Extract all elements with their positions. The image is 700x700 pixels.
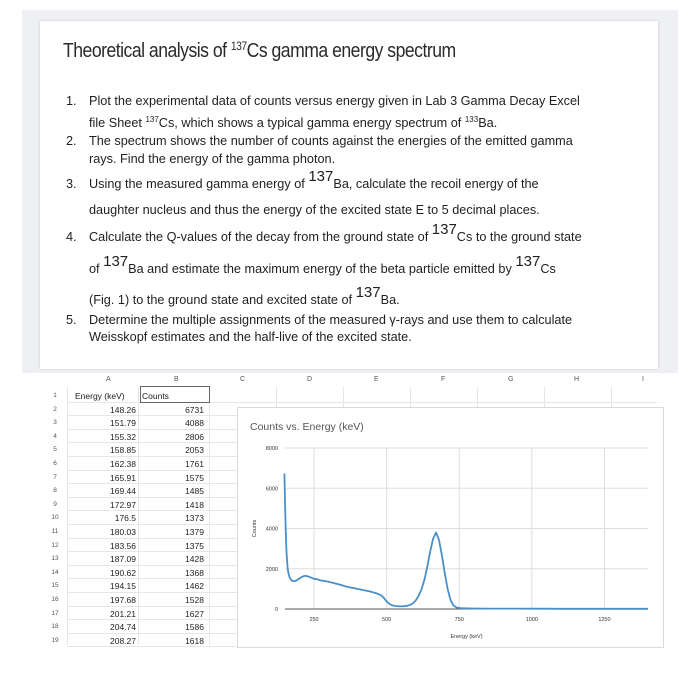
task-text: Ba, calculate the recoil energy of the xyxy=(333,177,539,191)
task-text: Cs, which shows a typical gamma energy spectrum of xyxy=(158,115,465,130)
task-text: of xyxy=(89,261,104,276)
task-text: rays. Find the energy of the gamma photon. xyxy=(89,151,336,166)
row-number[interactable]: 11 xyxy=(51,528,59,535)
superscript: 137 xyxy=(515,252,541,270)
task-item-3 xyxy=(58,168,653,219)
row-number[interactable]: 8 xyxy=(53,487,57,495)
x-tick-label: 1000 xyxy=(525,617,538,623)
row-number[interactable]: 5 xyxy=(53,446,57,454)
task-number: 2. xyxy=(66,134,77,148)
cell-energy[interactable]: 183.56 xyxy=(110,540,136,551)
task-number: 3. xyxy=(66,177,77,191)
cell-counts[interactable]: 4088 xyxy=(185,418,204,429)
cell-energy[interactable]: 208.27 xyxy=(110,635,136,646)
cell-counts[interactable]: 1586 xyxy=(185,622,204,633)
superscript: 137 xyxy=(103,252,129,270)
x-tick-label: 750 xyxy=(454,617,464,623)
cell-counts[interactable]: 1462 xyxy=(185,581,204,592)
cell-counts[interactable]: 1627 xyxy=(185,608,204,619)
cell-energy[interactable]: 169.44 xyxy=(110,486,136,497)
cell-energy[interactable]: 162.38 xyxy=(110,459,136,469)
task-text: Cs xyxy=(540,261,556,276)
task-text: daughter nucleus and thus the energy of the excited state E to 5 decimal places. xyxy=(89,202,540,217)
cell-counts[interactable]: 1485 xyxy=(185,486,204,497)
superscript: 137 xyxy=(145,114,159,124)
selected-cell[interactable] xyxy=(140,386,210,403)
title-text: Theoretical analysis of xyxy=(63,39,231,62)
cell-counts[interactable]: 1373 xyxy=(185,513,204,524)
column-header[interactable]: I xyxy=(642,376,644,383)
cell-energy[interactable]: 148.26 xyxy=(110,404,136,415)
y-tick-label: 8000 xyxy=(265,446,278,452)
task-number: 5. xyxy=(66,312,77,327)
task-item-2 xyxy=(58,133,653,168)
row-number[interactable]: 14 xyxy=(51,568,59,576)
column-header[interactable]: B xyxy=(174,376,179,383)
column-header[interactable]: G xyxy=(508,376,514,383)
task-item-4 xyxy=(58,221,653,310)
row-number[interactable]: 10 xyxy=(51,514,59,522)
cell-energy[interactable]: 190.62 xyxy=(110,567,136,578)
task-text: Calculate the Q-values of the decay from the ground state of xyxy=(89,230,432,244)
title-text-end: Cs gamma energy spectrum xyxy=(246,39,456,62)
cell-energy[interactable]: 151.79 xyxy=(110,418,136,429)
cell-counts[interactable]: 1418 xyxy=(185,499,204,510)
cell-energy[interactable]: 155.32 xyxy=(110,431,136,442)
x-axis-label: Energy (keV) xyxy=(450,634,483,640)
task-list xyxy=(58,93,653,347)
row-number[interactable]: 2 xyxy=(53,405,57,413)
task-item-5 xyxy=(58,312,653,347)
superscript: 137 xyxy=(355,284,381,301)
embedded-chart[interactable] xyxy=(237,407,664,648)
task-text: Ba and estimate the maximum energy of the beta particle emitted by xyxy=(128,261,516,276)
cell-energy[interactable]: 176.5 xyxy=(114,513,136,524)
assignment-card xyxy=(40,21,658,369)
x-tick-label: 500 xyxy=(382,617,392,623)
y-tick-label: 0 xyxy=(274,607,278,613)
row-number[interactable]: 7 xyxy=(53,473,57,481)
column-gridline xyxy=(138,387,139,645)
task-text: Ba. xyxy=(478,115,498,130)
column-gridline xyxy=(67,387,68,645)
row-number[interactable]: 4 xyxy=(53,432,57,440)
cell-counts[interactable]: 2053 xyxy=(185,445,204,456)
cell-counts[interactable]: 1575 xyxy=(185,472,204,483)
task-text: Determine the multiple assignments of the measured γ-rays and use them to calculate xyxy=(89,312,573,327)
title-superscript: 137 xyxy=(230,39,247,53)
cell-counts[interactable]: 1618 xyxy=(185,635,204,646)
cell-energy[interactable]: 165.91 xyxy=(110,472,136,483)
column-header[interactable]: H xyxy=(574,376,580,383)
row-number[interactable]: 19 xyxy=(51,636,59,644)
row-number[interactable]: 9 xyxy=(53,500,57,508)
task-number: 1. xyxy=(66,94,77,108)
task-text: The spectrum shows the number of counts against the energies of the emitted gamma xyxy=(89,134,573,148)
y-tick-label: 4000 xyxy=(265,526,278,533)
row-number[interactable]: 18 xyxy=(51,623,59,631)
row-number[interactable]: 1 xyxy=(53,392,57,399)
cell-energy[interactable]: 194.15 xyxy=(110,581,136,592)
cell-counts[interactable]: 2806 xyxy=(185,431,204,442)
cell-counts[interactable]: 1528 xyxy=(185,595,204,605)
cell-energy[interactable]: 158.85 xyxy=(110,445,136,456)
task-number: 4. xyxy=(66,230,77,244)
row-number[interactable]: 6 xyxy=(53,460,57,467)
chart-title: Counts vs. Energy (keV) xyxy=(250,421,364,433)
y-axis-label: Counts xyxy=(252,519,258,538)
superscript: 137 xyxy=(308,168,334,185)
header-cell-counts[interactable]: Counts xyxy=(142,391,169,401)
row-number[interactable]: 16 xyxy=(51,596,59,603)
row-number[interactable]: 13 xyxy=(51,555,59,563)
y-tick-label: 2000 xyxy=(265,566,278,573)
chart-svg xyxy=(238,408,663,647)
cell-energy[interactable]: 172.97 xyxy=(110,499,136,510)
task-text: Using the measured gamma energy of xyxy=(89,177,309,191)
cell-energy[interactable]: 204.74 xyxy=(110,622,136,633)
superscript: 137 xyxy=(431,221,457,238)
cell-energy[interactable]: 187.09 xyxy=(110,554,136,565)
cell-counts[interactable]: 1368 xyxy=(185,567,204,578)
y-tick-label: 6000 xyxy=(265,486,278,493)
cell-counts[interactable]: 6731 xyxy=(185,404,204,415)
page-title xyxy=(63,39,456,63)
row-number[interactable]: 12 xyxy=(51,541,59,549)
task-text: Cs to the ground state xyxy=(456,230,582,244)
cell-counts[interactable]: 1375 xyxy=(185,540,204,551)
superscript: 133 xyxy=(464,114,479,124)
task-text: Ba. xyxy=(380,293,400,307)
column-header[interactable]: F xyxy=(441,376,446,383)
cell-counts[interactable]: 1761 xyxy=(185,459,204,469)
cell-energy[interactable]: 180.03 xyxy=(110,527,136,537)
cell-energy[interactable]: 197.68 xyxy=(110,595,136,605)
column-header[interactable]: D xyxy=(307,376,313,383)
header-cell-energy[interactable]: Energy (keV) xyxy=(75,391,125,401)
row-number[interactable]: 17 xyxy=(51,609,59,617)
row-number[interactable]: 15 xyxy=(51,582,59,590)
task-text: (Fig. 1) to the ground state and excited state of xyxy=(89,293,356,307)
cell-energy[interactable]: 201.21 xyxy=(110,608,136,619)
x-tick-label: 250 xyxy=(309,617,319,623)
column-header[interactable]: A xyxy=(106,376,111,383)
cell-counts[interactable]: 1428 xyxy=(185,554,204,565)
task-text: file Sheet xyxy=(89,115,146,130)
column-header[interactable]: E xyxy=(374,376,379,383)
column-gridline xyxy=(209,387,210,645)
series-line-counts xyxy=(284,474,648,609)
x-tick-label: 1250 xyxy=(598,617,611,623)
task-text: Plot the experimental data of counts versus energy given in Lab 3 Gamma Decay Excel xyxy=(89,94,580,108)
task-item-1 xyxy=(58,93,653,132)
row-number[interactable]: 3 xyxy=(53,419,57,427)
column-header[interactable]: C xyxy=(240,376,246,383)
cell-counts[interactable]: 1379 xyxy=(185,527,204,537)
task-text: Weisskopf estimates and the half-live of the excited state. xyxy=(89,330,412,344)
